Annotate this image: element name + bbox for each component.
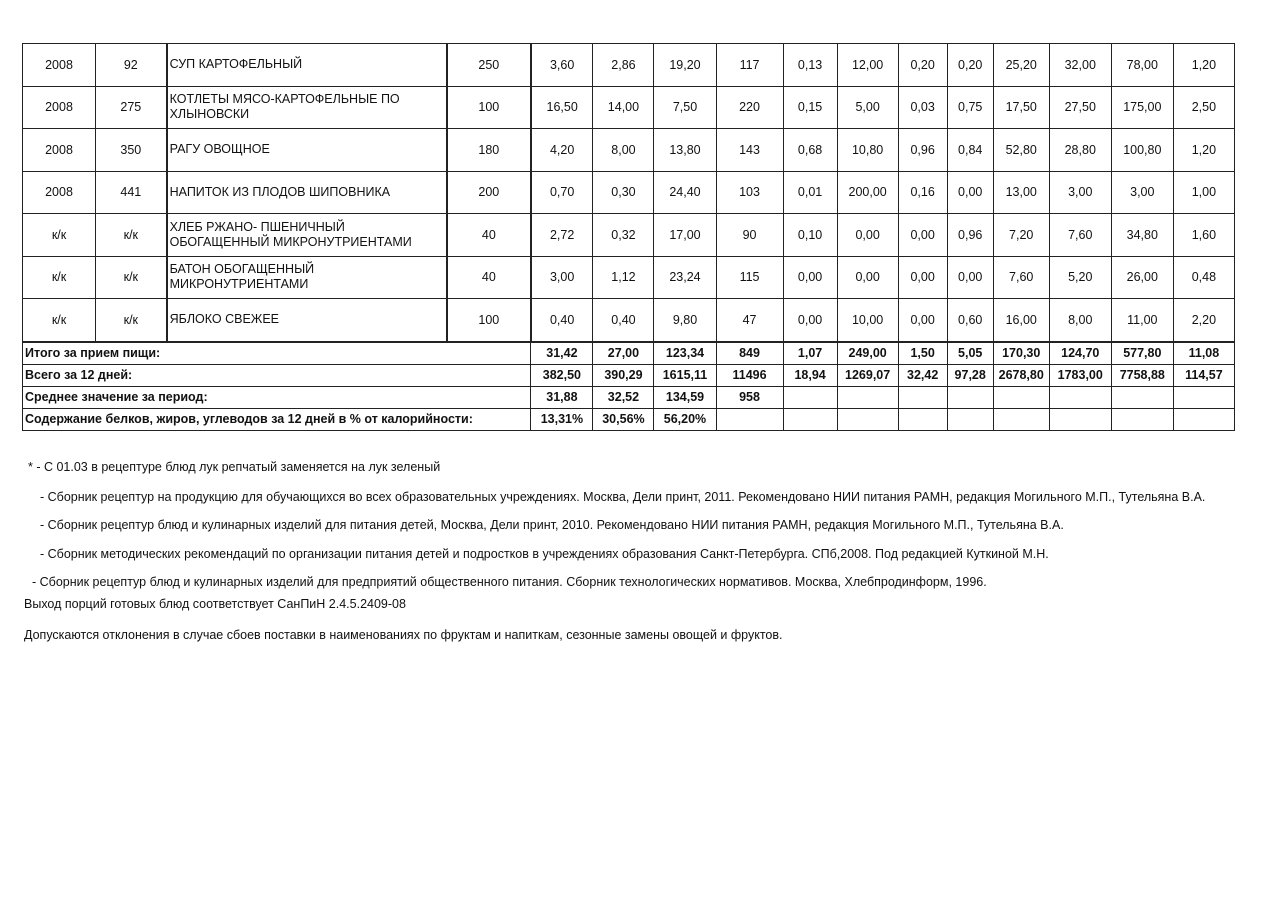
summary-cell [1111, 386, 1173, 408]
table-cell: 26,00 [1111, 256, 1173, 299]
table-cell: 52,80 [993, 129, 1049, 172]
table-row [23, 171, 1235, 214]
table-cell: 200 [447, 171, 531, 214]
table-cell: 16,50 [531, 86, 593, 129]
summary-cell [947, 408, 993, 430]
summary-cell [837, 386, 898, 408]
summary-cell [993, 386, 1049, 408]
summary-cell: 30,56% [593, 408, 654, 430]
summary-label: Среднее значение за период: [23, 386, 531, 408]
table-cell: 9,80 [654, 299, 716, 342]
table-cell: 10,00 [837, 299, 898, 342]
table-cell: 0,03 [898, 86, 947, 129]
summary-cell: 170,30 [993, 342, 1049, 365]
note-source-2011: - Сборник рецептур на продукцию для обучающихся во всех образовательных учреждениях. Москва, Дели принт, 2011. Рекомендовано НИИ питания РАМН, редакция Могильного М.П., Тутельяна В.А. [40, 490, 1206, 504]
table-cell: 0,15 [783, 86, 837, 129]
table-cell: 0,20 [898, 44, 947, 87]
table-cell: 19,20 [654, 44, 716, 87]
table-cell: 0,20 [947, 44, 993, 87]
note-sanpin: Выход порций готовых блюд соответствует СанПиН 2.4.5.2409-08 [24, 597, 406, 611]
table-row [23, 44, 1235, 87]
summary-cell: 5,05 [947, 342, 993, 365]
table-cell: 40 [447, 214, 531, 257]
summary-cell: 123,34 [654, 342, 716, 365]
table-cell: 1,20 [1173, 44, 1234, 87]
table-cell: к/к [23, 299, 96, 342]
table-cell: 7,60 [993, 256, 1049, 299]
table-cell: 0,70 [531, 171, 593, 214]
summary-row [23, 408, 1235, 430]
table-cell: 2,20 [1173, 299, 1234, 342]
table-cell: 180 [447, 129, 531, 172]
table-cell: 3,00 [1049, 171, 1111, 214]
table-cell: 2,86 [593, 44, 654, 87]
table-cell: 0,00 [783, 256, 837, 299]
summary-cell: 1,50 [898, 342, 947, 365]
summary-label: Содержание белков, жиров, углеводов за 12 дней в % от калорийности: [23, 408, 531, 430]
table-row [23, 299, 1235, 342]
dish-name-cell: СУП КАРТОФЕЛЬНЫЙ [167, 44, 447, 87]
table-cell: 40 [447, 256, 531, 299]
table-row [23, 256, 1235, 299]
table-cell: 143 [716, 129, 783, 172]
table-row [23, 86, 1235, 129]
table-cell: 0,00 [837, 214, 898, 257]
summary-cell: 958 [716, 386, 783, 408]
table-cell: 1,00 [1173, 171, 1234, 214]
table-cell: 100 [447, 299, 531, 342]
summary-cell [716, 408, 783, 430]
dish-name-cell: ЯБЛОКО СВЕЖЕЕ [167, 299, 447, 342]
dish-name-cell: КОТЛЕТЫ МЯСО-КАРТОФЕЛЬНЫЕ ПО ХЛЫНОВСКИ [167, 86, 447, 129]
summary-cell: 2678,80 [993, 364, 1049, 386]
table-cell: 2008 [23, 86, 96, 129]
summary-cell: 13,31% [531, 408, 593, 430]
summary-cell: 56,20% [654, 408, 716, 430]
table-row [23, 129, 1235, 172]
table-cell: 5,20 [1049, 256, 1111, 299]
table-cell: 0,40 [593, 299, 654, 342]
table-cell: 3,00 [531, 256, 593, 299]
table-cell: 0,16 [898, 171, 947, 214]
summary-cell [1049, 408, 1111, 430]
note-source-2010: - Сборник рецептур блюд и кулинарных изделий для питания детей, Москва, Дели принт, 2010. Рекомендовано НИИ питания РАМН, редакция Могильного М.П., Тутельяна В.А. [40, 518, 1064, 532]
table-row [23, 214, 1235, 257]
table-cell: 0,75 [947, 86, 993, 129]
summary-cell: 97,28 [947, 364, 993, 386]
table-cell: 11,00 [1111, 299, 1173, 342]
table-cell: 0,00 [947, 171, 993, 214]
summary-cell: 1615,11 [654, 364, 716, 386]
table-cell: 0,00 [898, 256, 947, 299]
table-cell: к/к [23, 256, 96, 299]
table-cell: 32,00 [1049, 44, 1111, 87]
summary-cell [947, 386, 993, 408]
table-cell: 3,00 [1111, 171, 1173, 214]
table-cell: 350 [96, 129, 167, 172]
table-cell: 250 [447, 44, 531, 87]
table-cell: 0,13 [783, 44, 837, 87]
summary-cell [1173, 386, 1234, 408]
table-cell: 4,20 [531, 129, 593, 172]
table-cell: 175,00 [1111, 86, 1173, 129]
summary-row [23, 342, 1235, 365]
summary-cell: 11496 [716, 364, 783, 386]
table-cell: 0,00 [898, 214, 947, 257]
summary-cell: 1,07 [783, 342, 837, 365]
dish-name-cell: ХЛЕБ РЖАНО- ПШЕНИЧНЫЙ ОБОГАЩЕННЫЙ МИКРОНУТРИЕНТАМИ [167, 214, 447, 257]
summary-cell [993, 408, 1049, 430]
table-cell: 8,00 [1049, 299, 1111, 342]
dish-name-cell: БАТОН ОБОГАЩЕННЫЙ МИКРОНУТРИЕНТАМИ [167, 256, 447, 299]
summary-cell: 577,80 [1111, 342, 1173, 365]
table-cell: 14,00 [593, 86, 654, 129]
table-cell: к/к [23, 214, 96, 257]
table-cell: к/к [96, 256, 167, 299]
table-cell: 7,60 [1049, 214, 1111, 257]
summary-cell: 124,70 [1049, 342, 1111, 365]
summary-label: Итого за прием пищи: [23, 342, 531, 365]
nutrition-table [22, 43, 1235, 431]
table-cell: 1,12 [593, 256, 654, 299]
note-source-1996: - Сборник рецептур блюд и кулинарных изделий для предприятий общественного питания. Сборник технологических нормативов. Москва, Хлебпродинформ, 1996. [32, 575, 987, 589]
summary-cell [898, 386, 947, 408]
summary-cell: 134,59 [654, 386, 716, 408]
table-cell: 5,00 [837, 86, 898, 129]
table-cell: 90 [716, 214, 783, 257]
table-cell: 2008 [23, 44, 96, 87]
table-cell: 2,50 [1173, 86, 1234, 129]
note-source-spb-2008: - Сборник методических рекомендаций по организации питания детей и подростков в учреждениях образования Санкт-Петербурга. СПб,2008. Под редакцией Куткиной М.Н. [40, 547, 1049, 561]
summary-cell [837, 408, 898, 430]
table-cell: 0,84 [947, 129, 993, 172]
table-cell: 103 [716, 171, 783, 214]
table-cell: к/к [96, 214, 167, 257]
summary-cell: 1269,07 [837, 364, 898, 386]
summary-row [23, 386, 1235, 408]
dish-name-cell: РАГУ ОВОЩНОЕ [167, 129, 447, 172]
summary-cell: 114,57 [1173, 364, 1234, 386]
table-cell: 2,72 [531, 214, 593, 257]
table-cell: 7,20 [993, 214, 1049, 257]
summary-cell: 27,00 [593, 342, 654, 365]
table-cell: 34,80 [1111, 214, 1173, 257]
table-cell: 100 [447, 86, 531, 129]
summary-cell: 249,00 [837, 342, 898, 365]
table-cell: 8,00 [593, 129, 654, 172]
table-cell: 2008 [23, 171, 96, 214]
summary-cell: 31,42 [531, 342, 593, 365]
summary-cell [783, 408, 837, 430]
table-cell: к/к [96, 299, 167, 342]
table-cell: 0,00 [947, 256, 993, 299]
note-onion-replacement: * - С 01.03 в рецептуре блюд лук репчатый заменяется на лук зеленый [28, 460, 441, 474]
table-cell: 1,20 [1173, 129, 1234, 172]
table-cell: 78,00 [1111, 44, 1173, 87]
summary-cell: 11,08 [1173, 342, 1234, 365]
table-cell: 2008 [23, 129, 96, 172]
summary-cell [783, 386, 837, 408]
table-cell: 13,80 [654, 129, 716, 172]
table-cell: 1,60 [1173, 214, 1234, 257]
table-cell: 28,80 [1049, 129, 1111, 172]
summary-cell: 1783,00 [1049, 364, 1111, 386]
table-cell: 0,32 [593, 214, 654, 257]
table-cell: 220 [716, 86, 783, 129]
table-cell: 10,80 [837, 129, 898, 172]
summary-cell [898, 408, 947, 430]
summary-cell: 849 [716, 342, 783, 365]
table-cell: 0,00 [783, 299, 837, 342]
summary-cell: 382,50 [531, 364, 593, 386]
table-cell: 441 [96, 171, 167, 214]
table-cell: 0,00 [898, 299, 947, 342]
summary-cell: 18,94 [783, 364, 837, 386]
table-cell: 0,00 [837, 256, 898, 299]
note-deviations: Допускаются отклонения в случае сбоев поставки в наименованиях по фруктам и напиткам, сезонные замены овощей и фруктов. [24, 628, 783, 642]
summary-row [23, 364, 1235, 386]
summary-cell: 390,29 [593, 364, 654, 386]
table-cell: 275 [96, 86, 167, 129]
table-cell: 25,20 [993, 44, 1049, 87]
table-cell: 17,00 [654, 214, 716, 257]
summary-cell: 31,88 [531, 386, 593, 408]
table-cell: 0,60 [947, 299, 993, 342]
summary-cell [1049, 386, 1111, 408]
summary-label: Всего за 12 дней: [23, 364, 531, 386]
table-cell: 0,96 [898, 129, 947, 172]
table-cell: 17,50 [993, 86, 1049, 129]
table-cell: 0,96 [947, 214, 993, 257]
table-cell: 0,10 [783, 214, 837, 257]
table-cell: 0,01 [783, 171, 837, 214]
summary-cell [1111, 408, 1173, 430]
table-cell: 16,00 [993, 299, 1049, 342]
table-cell: 3,60 [531, 44, 593, 87]
summary-cell [1173, 408, 1234, 430]
table-cell: 117 [716, 44, 783, 87]
table-cell: 0,68 [783, 129, 837, 172]
table-cell: 13,00 [993, 171, 1049, 214]
table-cell: 0,30 [593, 171, 654, 214]
table-cell: 47 [716, 299, 783, 342]
table-cell: 0,48 [1173, 256, 1234, 299]
table-cell: 27,50 [1049, 86, 1111, 129]
table-cell: 92 [96, 44, 167, 87]
table-cell: 100,80 [1111, 129, 1173, 172]
table-cell: 0,40 [531, 299, 593, 342]
table-cell: 23,24 [654, 256, 716, 299]
summary-cell: 7758,88 [1111, 364, 1173, 386]
table-cell: 24,40 [654, 171, 716, 214]
table-cell: 12,00 [837, 44, 898, 87]
table-cell: 115 [716, 256, 783, 299]
table-cell: 200,00 [837, 171, 898, 214]
summary-cell: 32,42 [898, 364, 947, 386]
dish-name-cell: НАПИТОК ИЗ ПЛОДОВ ШИПОВНИКА [167, 171, 447, 214]
table-cell: 7,50 [654, 86, 716, 129]
summary-cell: 32,52 [593, 386, 654, 408]
